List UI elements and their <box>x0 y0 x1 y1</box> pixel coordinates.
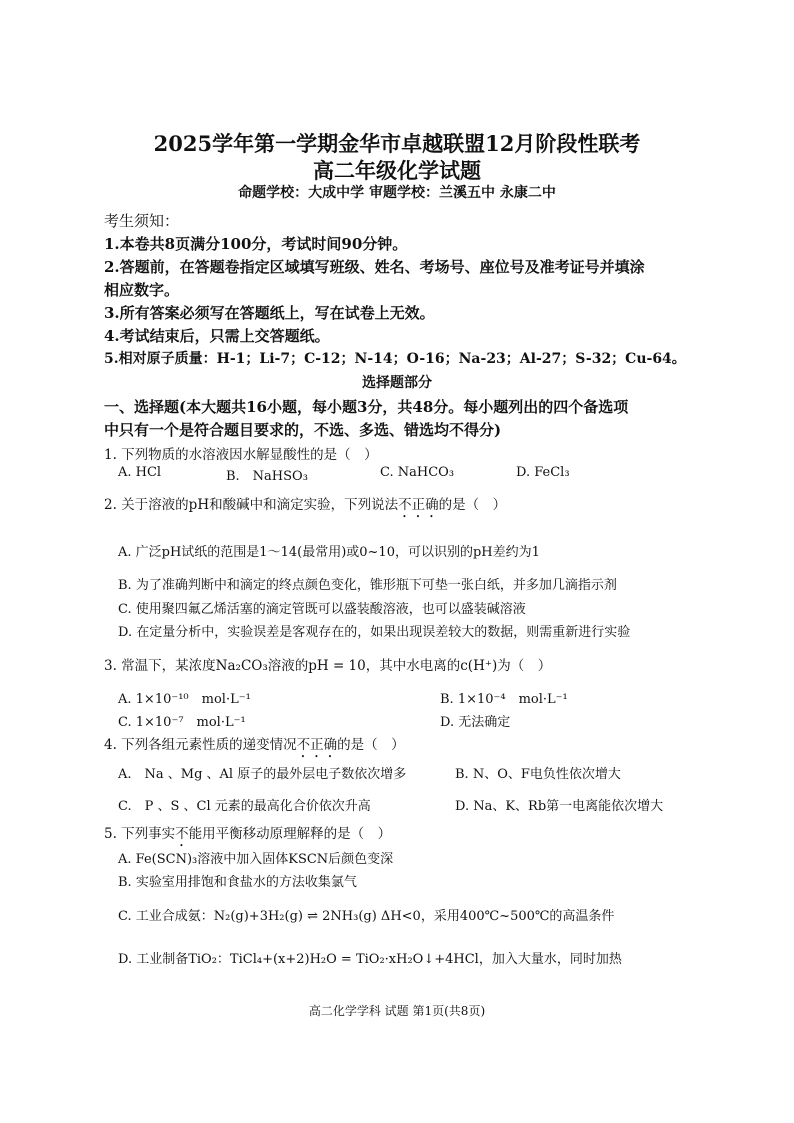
section-intro: 一、选择题(本大题共16小题，每小题3分，共48分。每小题列出的四个备选项 <box>104 398 629 416</box>
notice-heading: 考生须知： <box>104 212 180 230</box>
q4-option-d: D. Na、K、Rb第一电离能依次增大 <box>455 799 664 814</box>
q4-stem-post: 的是（ ） <box>337 737 405 753</box>
question-3-stem: 3. 常温下，某浓度Na₂CO₃溶液的pH = 10，其中水电离的c(H⁺)为（ ） <box>104 658 552 674</box>
notice-item: 相应数字。 <box>104 281 180 299</box>
question-4-stem <box>104 733 405 761</box>
q4-stem-pre: 4. 下列各组元素性质的递变情况 <box>104 737 297 753</box>
q5-option-a: A. Fe(SCN)₃溶液中加入固体KSCN后颜色变深 <box>118 852 394 867</box>
q1-option-a: A. HCl <box>118 465 162 480</box>
section-intro: 中只有一个是符合题目要求的，不选、多选、错选均不得分) <box>104 421 502 439</box>
notice-item: 1.本卷共8页满分100分，考试时间90分钟。 <box>104 235 408 253</box>
notice-item: 2.答题前，在答题卷指定区域填写班级、姓名、考场号、座位号及准考证号并填涂 <box>104 258 645 276</box>
q2-option-b: B. 为了准确判断中和滴定的终点颜色变化，锥形瓶下可垫一张白纸，并多加几滴指示剂 <box>118 578 617 593</box>
question-2-stem <box>104 493 506 521</box>
section-title: 选择题部分 <box>362 375 432 391</box>
q5-option-d: D. 工业制备TiO₂：TiCl₄+(x+2)H₂O = TiO₂·xH₂O↓+4HCl，加入大量水，同时加热 <box>118 952 622 967</box>
question-1-stem: 1. 下列物质的水溶液因水解显酸性的是（ ） <box>104 447 378 463</box>
notice-item: 4.考试结束后，只需上交答题纸。 <box>104 327 330 345</box>
q1-option-b: B. NaHSO₃ <box>226 469 308 484</box>
q1-option-c: C. NaHCO₃ <box>380 465 455 480</box>
notice-item: 5.相对原子质量：H-1；Li-7；C-12；N-14；O-16；Na-23；Al-27；S-32；Cu-64。 <box>104 351 686 367</box>
q3-option-a: A. 1×10⁻¹⁰ mol·L⁻¹ <box>118 692 251 707</box>
q3-option-b: B. 1×10⁻⁴ mol·L⁻¹ <box>440 692 568 707</box>
q3-option-d: D. 无法确定 <box>440 715 511 730</box>
exam-subtitle: 高二年级化学试题 <box>313 158 481 183</box>
q5-option-c: C. 工业合成氨：N₂(g)+3H₂(g) ⇌ 2NH₃(g) ΔH<0，采用400℃~500℃的高温条件 <box>118 909 615 924</box>
q5-stem-post: 能用平衡移动原理解释的是（ ） <box>188 826 392 842</box>
exam-title: 2025学年第一学期金华市卓越联盟12月阶段性联考 <box>153 131 641 156</box>
q4-option-c: C. P 、S 、Cl 元素的最高化合价依次升高 <box>118 799 371 814</box>
q3-option-c: C. 1×10⁻⁷ mol·L⁻¹ <box>118 715 246 730</box>
question-5-stem <box>104 822 391 850</box>
school-info: 命题学校：大成中学 审题学校：兰溪五中 永康二中 <box>238 185 556 201</box>
q4-emphasis: 不正确 <box>296 737 338 753</box>
notice-item: 3.所有答案必须写在答题纸上，写在试卷上无效。 <box>104 304 435 322</box>
q1-option-d: D. FeCl₃ <box>516 465 570 480</box>
q2-option-c: C. 使用聚四氟乙烯活塞的滴定管既可以盛装酸溶液，也可以盛装碱溶液 <box>118 602 526 617</box>
q4-option-b: B. N、O、F电负性依次增大 <box>455 767 621 782</box>
q5-emphasis: 不 <box>175 826 189 842</box>
page-footer: 高二化学学科 试题 第1页(共8页) <box>308 1004 486 1018</box>
q2-option-a: A. 广泛pH试纸的范围是1～14(最常用)或0~10，可以识别的pH差约为1 <box>118 545 540 560</box>
q2-option-d: D. 在定量分析中，实验误差是客观存在的，如果出现误差较大的数据，则需重新进行实验 <box>118 625 631 640</box>
q5-option-b: B. 实验室用排饱和食盐水的方法收集氯气 <box>118 875 357 890</box>
q4-option-a: A. Na 、Mg 、Al 原子的最外层电子数依次增多 <box>118 767 407 782</box>
q2-stem-post: 的是（ ） <box>438 497 507 513</box>
q2-stem-pre: 2. 关于溶液的pH和酸碱中和滴定实验，下列说法 <box>104 497 399 513</box>
q2-emphasis: 不正确 <box>398 497 439 513</box>
q5-stem-pre: 5. 下列事实 <box>104 826 176 842</box>
